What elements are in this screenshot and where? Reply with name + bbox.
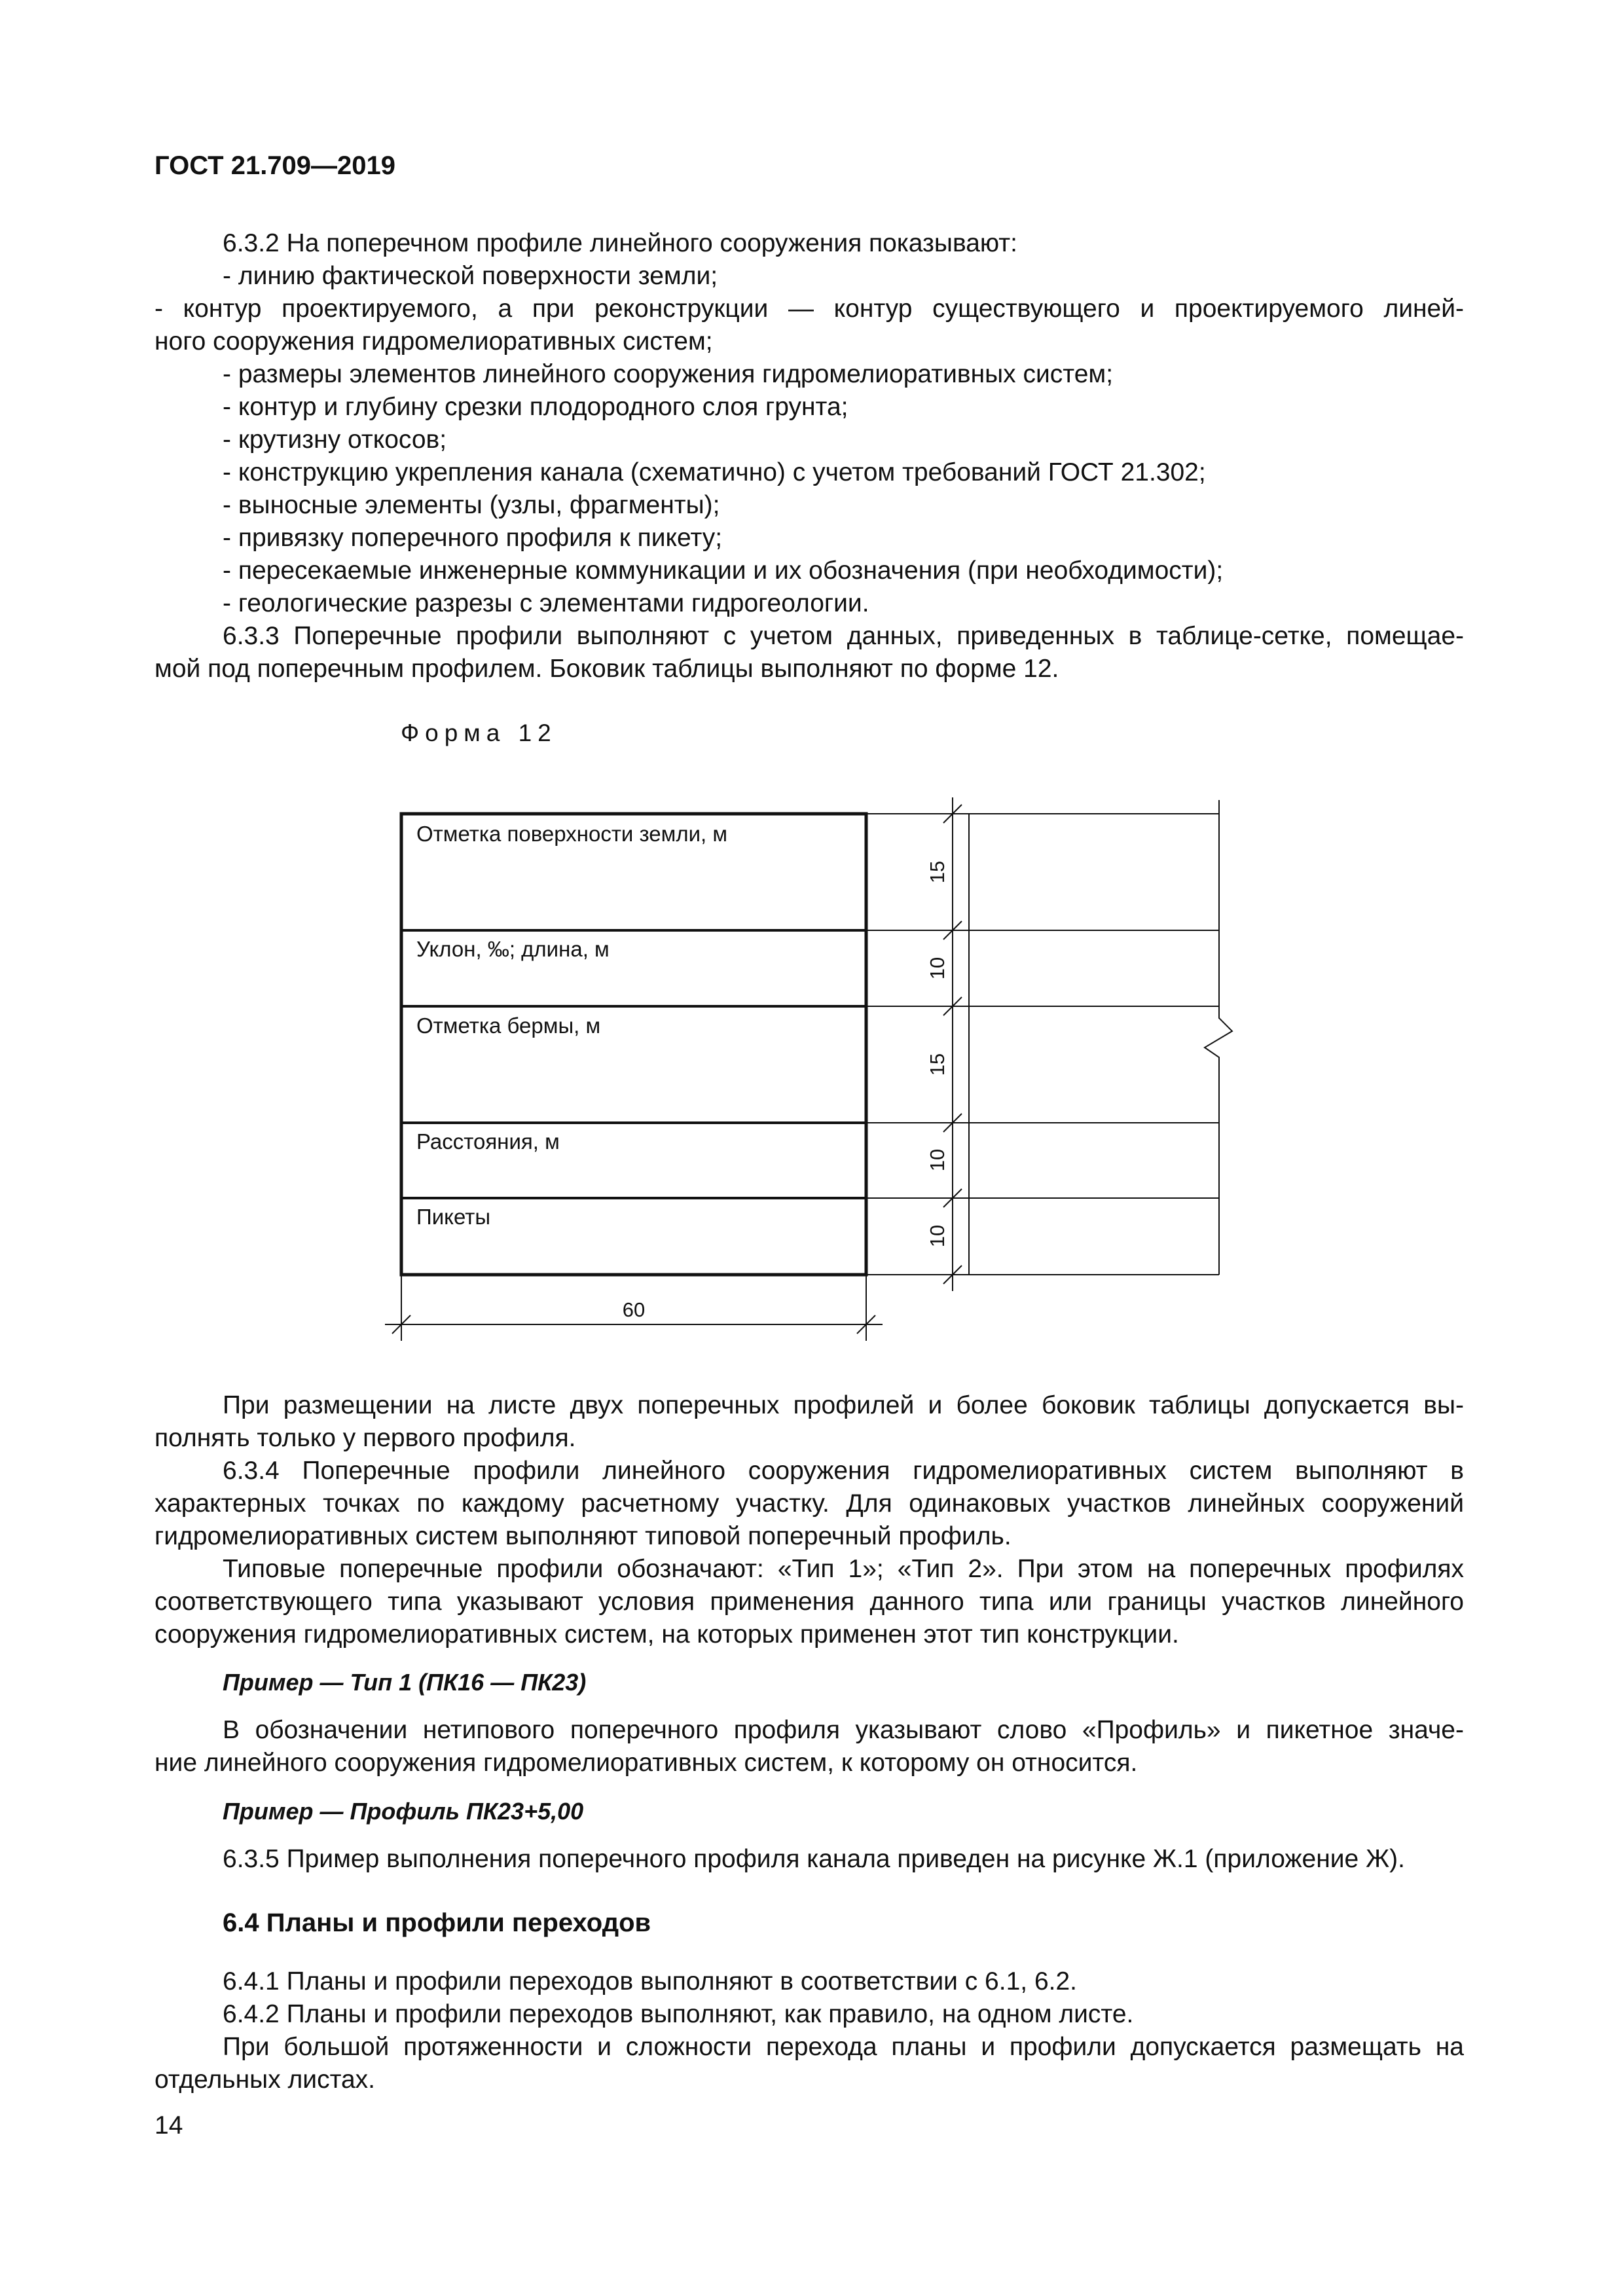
form-label: Форма 12 [401,720,557,746]
paragraph-line: ние линейного сооружения гидромелиоративных систем, к которому он относится. [155,1749,1138,1777]
row-height-dimension: 10 [926,1148,949,1172]
row-height-dimension: 10 [926,1224,949,1248]
paragraph-line: мой под поперечным профилем. Боковик таблицы выполняют по форме 12. [155,655,1059,683]
paragraph-line: отдельных листах. [155,2066,376,2094]
paragraph-6-4-1: 6.4.1 Планы и профили переходов выполняют в соответствии с 6.1, 6.2. [223,1967,1077,1995]
paragraph-line: При размещении на листе двух поперечных профилей и более боковик таблицы допускается вы- [223,1391,1464,1419]
section-heading: 6.4 Планы и профили переходов [223,1908,651,1937]
paragraph-line: Типовые поперечные профили обозначают: «Тип 1»; «Тип 2». При этом на поперечных профилях [223,1555,1464,1583]
page-number: 14 [155,2111,183,2140]
break-line [1205,800,1232,1275]
row-label-ground-elevation: Отметка поверхности земли, м [416,822,728,846]
row-height-dimension: 15 [926,860,949,884]
paragraph-line: сооружения гидромелиоративных систем, на которых применен этот тип конструкции. [155,1620,1179,1649]
paragraph-line: 6.3.3 Поперечные профили выполняют с учетом данных, приведенных в таблице-сетке, помещае- [223,622,1464,650]
list-item: - геологические разрезы с элементами гидрогеологии. [223,589,869,617]
paragraph-line: характерных точках по каждому расчетному участку. Для одинаковых участков линейных сооружений [155,1489,1464,1518]
list-item: - выносные элементы (узлы, фрагменты); [223,491,720,519]
list-item: - конструкцию укрепления канала (схематично) с учетом требований ГОСТ 21.302; [223,458,1206,486]
row-label-berm-elevation: Отметка бермы, м [416,1013,601,1038]
row-label-distances: Расстояния, м [416,1129,560,1154]
paragraph-line: 6.3.4 Поперечные профили линейного сооружения гидромелиоративных систем выполняют в [223,1457,1464,1485]
example-type-1: Пример — Тип 1 (ПК16 — ПК23) [223,1669,587,1696]
section-6-3-5: 6.3.5 Пример выполнения поперечного профиля канала приведен на рисунке Ж.1 (приложение Ж). [223,1845,1405,1873]
paragraph-line: полнять только у первого профиля. [155,1424,576,1452]
list-item-continuation: ного сооружения гидромелиоративных систем; [155,327,713,355]
list-item: - пересекаемые инженерные коммуникации и их обозначения (при необходимости); [223,556,1224,585]
list-item: - линию фактической поверхности земли; [223,262,718,290]
list-item: - контур и глубину срезки плодородного слоя грунта; [223,393,848,421]
row-height-dimension: 10 [926,957,949,980]
list-item: - размеры элементов линейного сооружения гидромелиоративных систем; [223,360,1114,388]
width-dimension: 60 [622,1298,646,1321]
row-label-pickets: Пикеты [416,1205,491,1229]
list-item: - привязку поперечного профиля к пикету; [223,524,723,552]
row-height-dimension: 15 [926,1053,949,1076]
paragraph-line: соответствующего типа указывают условия применения данного типа или границы участков линейного [155,1588,1464,1616]
row-label-slope-length: Уклон, ‰; длина, м [416,937,610,961]
document-header: ГОСТ 21.709—2019 [155,151,396,180]
paragraph-lead: 6.3.2 На поперечном профиле линейного сооружения показывают: [223,229,1018,257]
paragraph-6-4-2: 6.4.2 Планы и профили переходов выполняют, как правило, на одном листе. [223,2000,1134,2028]
paragraph-line: При большой протяженности и сложности перехода планы и профили допускается размещать на [223,2033,1464,2061]
list-item: - крутизну откосов; [223,426,447,454]
example-profile: Пример — Профиль ПК23+5,00 [223,1798,584,1825]
list-item: - контур проектируемого, а при реконструкции — контур существующего и проектируемого линей- [155,295,1464,323]
paragraph-line: В обозначении нетипового поперечного профиля указывают слово «Профиль» и пикетное значе- [223,1716,1464,1744]
paragraph-line: гидромелиоративных систем выполняют типовой поперечный профиль. [155,1522,1012,1550]
